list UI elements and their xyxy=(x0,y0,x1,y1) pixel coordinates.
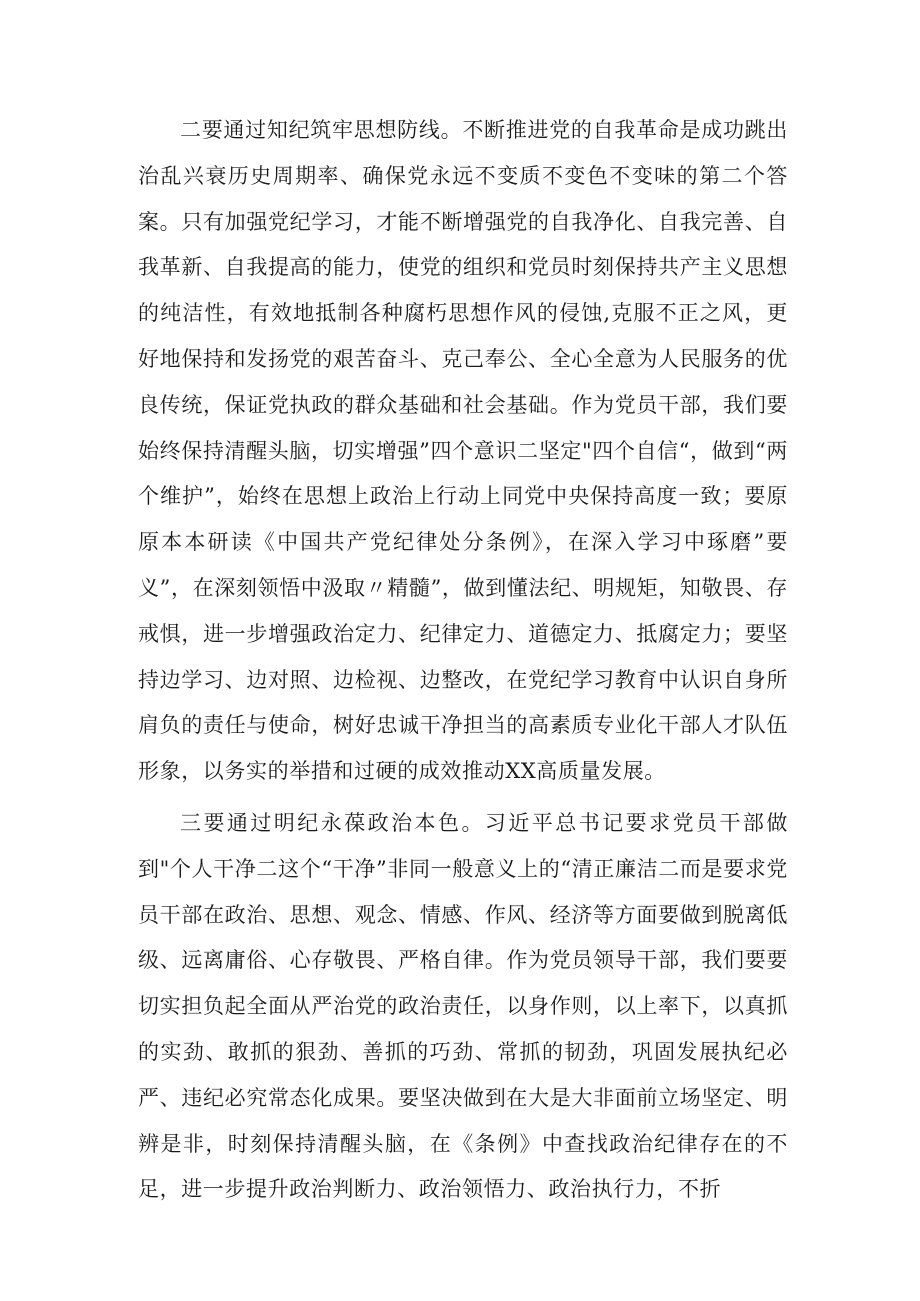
document-body xyxy=(138,108,788,1213)
paragraph-political-integrity: 三要通过明纪永葆政治本色。习近平总书记要求党员干部做到"个人干净二这个“干净”非同一般意义上的“清正廉洁二而是要求党员干部在政治、思想、观念、情感、作风、经济等方面要做到脱离低级、远离庸俗、心存敬畏、严格自律。作为党员领导干部，我们要要切实担负起全面从严治党的政治责任，以身作则，以上率下，以真抓的实劲、敢抓的狠劲、善抓的巧劲、常抓的韧劲，巩固发展执纪必严、违纪必究常态化成果。要坚决做到在大是大非面前立场坚定、明辨是非，时刻保持清醒头脑，在《条例》中查找政治纪律存在的不足，进一步提升政治判断力、政治领悟力、政治执行力，不折 xyxy=(138,810,788,1202)
paragraph-discipline-knowledge: 二要通过知纪筑牢思想防线。不断推进党的自我革命是成功跳出治乱兴衰历史周期率、确保党永远不变质不变色不变味的第二个答案。只有加强党纪学习，才能不断增强党的自我净化、自我完善、自我革新、自我提高的能力，使党的组织和党员时刻保持共产主义思想的纯洁性，有效地抵制各种腐朽思想作风的侵蚀,克服不正之风，更好地保持和发扬党的艰苦奋斗、克己奉公、全心全意为人民服务的优良传统，保证党执政的群众基础和社会基础。作为党员干部，我们要始终保持清醒头脑，切实增强”四个意识二坚定"四个自信“，做到“两个维护”，始终在思想上政治上行动上同党中央保持高度一致；要原原本本研读《中国共产党纪律处分条例》，在深入学习中琢磨”要义”，在深刻领悟中汲取〃精髓”，做到懂法纪、明规矩，知敬畏、存戒惧，进一步增强政治定力、纪律定力、道德定力、抵腐定力；要坚持边学习、边对照、边检视、边整改，在党纪学习教育中认识自身所肩负的责任与使命，树好忠诚干净担当的高素质专业化干部人才队伍形象，以务实的举措和过硬的成效推动XX高质量发展。 xyxy=(138,118,788,784)
